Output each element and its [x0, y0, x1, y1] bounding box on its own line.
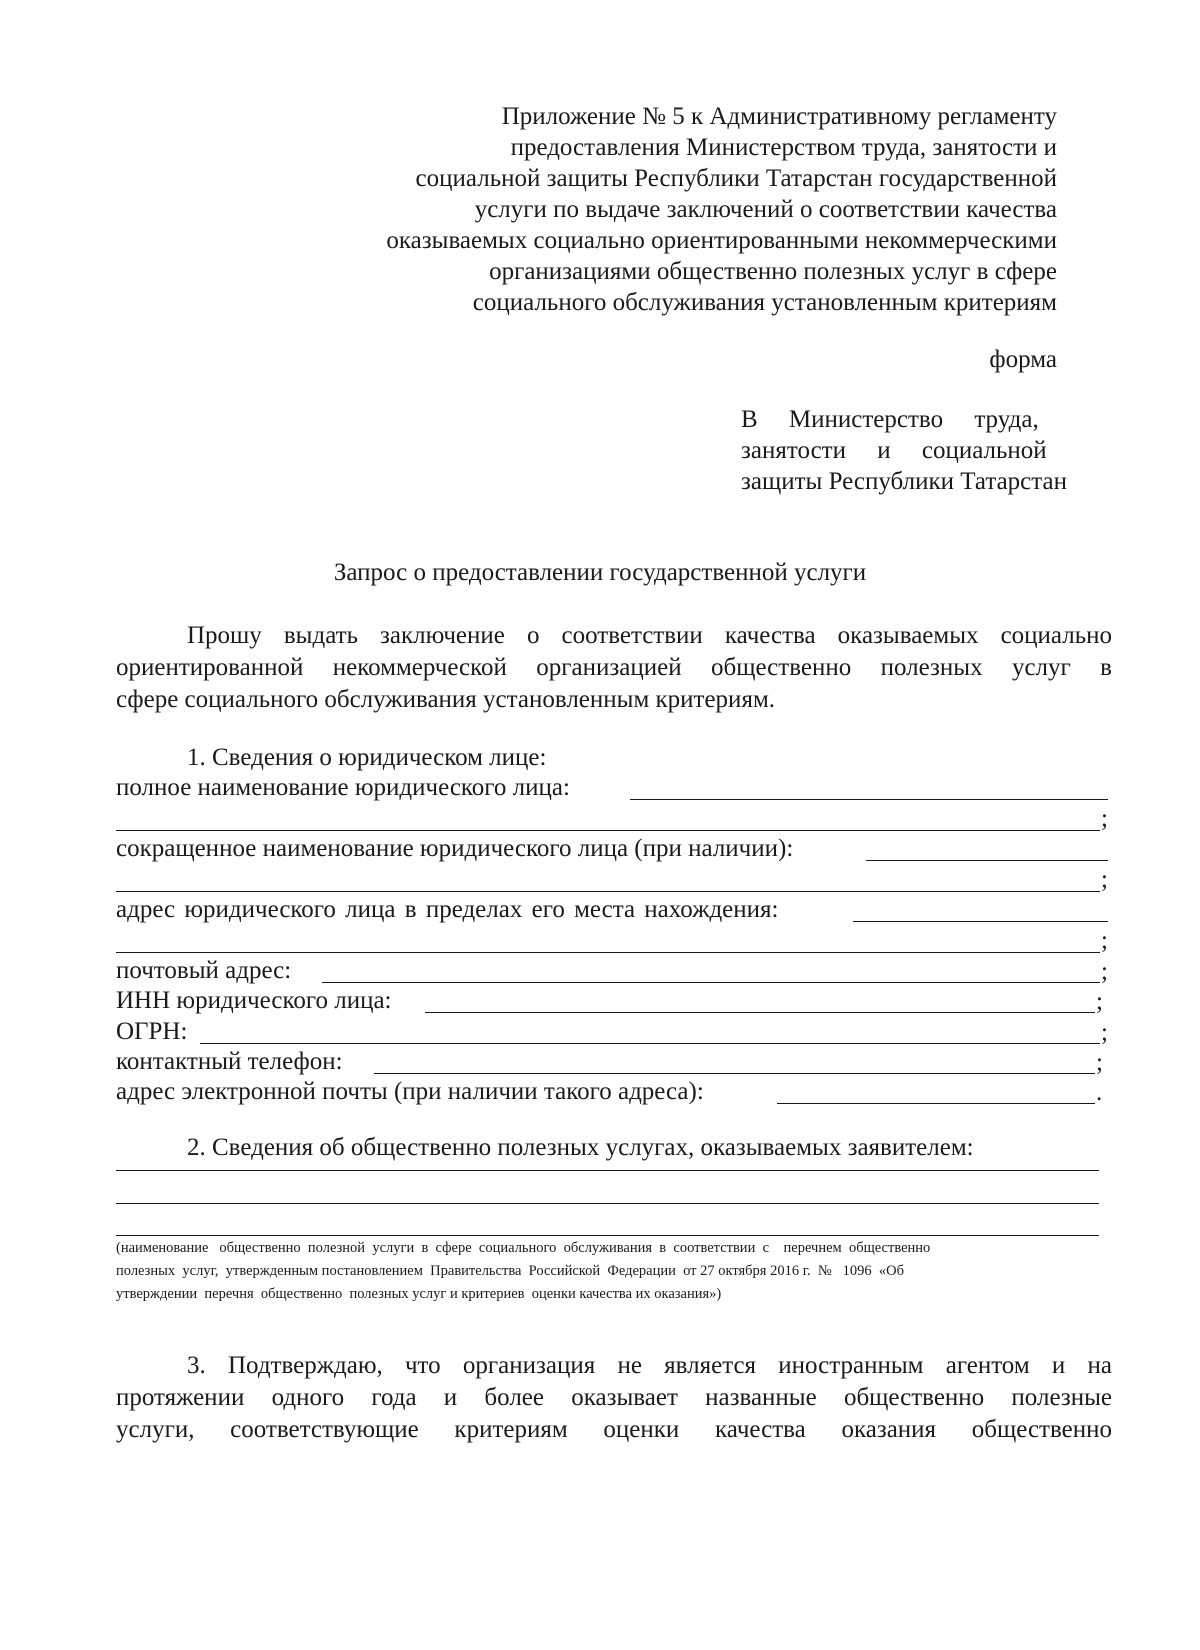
phone-semicolon: ;: [1096, 1049, 1103, 1076]
services-note-line-1: (наименование общественно полезной услуги в сфере социального обслуживания в соответствии с перечнем общественно: [116, 1240, 931, 1256]
address-semicolon: ;: [1101, 927, 1108, 954]
document-title: Запрос о предоставлении государственной услуги: [333, 559, 867, 586]
inn-label: ИНН юридического лица:: [116, 987, 392, 1014]
full-name-semicolon: ;: [1101, 805, 1108, 832]
addressee-line-1: В Министерство труда,: [741, 406, 1039, 433]
section3-line-1: 3. Подтверждаю, что организация не является иностранным агентом и на: [187, 1352, 1112, 1379]
short-name-field-cont[interactable]: [116, 891, 1100, 892]
full-name-label: полное наименование юридического лица:: [116, 774, 570, 801]
header-line-3: социальной защиты Республики Татарстан государственной: [415, 165, 1057, 192]
header-line-4: услуги по выдаче заключений о соответствии качества: [474, 196, 1057, 223]
short-name-semicolon: ;: [1101, 866, 1108, 893]
addressee-line-3: защиты Республики Татарстан: [741, 468, 1067, 495]
services-field-2[interactable]: [116, 1203, 1099, 1204]
phone-field[interactable]: [374, 1073, 1095, 1074]
full-name-field[interactable]: [630, 799, 1108, 800]
services-note-line-3: утверждении перечня общественно полезных услуг и критериев оценки качества их оказания»): [116, 1286, 722, 1302]
short-name-label: сокращенное наименование юридического лица (при наличии):: [116, 835, 794, 862]
postal-field[interactable]: [322, 982, 1100, 983]
inn-semicolon: ;: [1096, 988, 1103, 1015]
phone-label: контактный телефон:: [116, 1048, 343, 1075]
header-line-5: оказываемых социально ориентированными некоммерческими: [386, 227, 1057, 254]
ogrn-semicolon: ;: [1101, 1019, 1108, 1046]
header-line-1: Приложение № 5 к Административному регламенту: [501, 103, 1057, 130]
section2-heading: 2. Сведения об общественно полезных услугах, оказываемых заявителем:: [187, 1134, 974, 1161]
section3-line-2: протяжении одного года и более оказывает названные общественно полезные: [116, 1384, 1112, 1411]
services-field-1[interactable]: [116, 1170, 1099, 1171]
intro-line-2: ориентированной некоммерческой организацией общественно полезных услуг в: [116, 654, 1112, 681]
services-field-3[interactable]: [116, 1235, 1099, 1236]
header-line-2: предоставления Министерством труда, занятости и: [510, 134, 1057, 161]
header-line-6: организациями общественно полезных услуг в сфере: [489, 258, 1057, 285]
email-period: .: [1096, 1079, 1103, 1106]
services-note-line-2: полезных услуг, утвержденным постановлением Правительства Российской Федерации от 27 октября 2016 г. № 1096 «Об: [116, 1263, 904, 1279]
section3-line-3: услуги, соответствующие критериям оценки качества оказания общественно: [116, 1416, 1112, 1443]
address-label: адрес юридического лица в пределах его места нахождения:: [116, 896, 779, 923]
addressee-line-2: занятости и социальной: [741, 437, 1047, 464]
full-name-field-cont[interactable]: [116, 830, 1100, 831]
form-label: форма: [989, 346, 1057, 373]
header-line-7: социального обслуживания установленным критериям: [472, 289, 1057, 316]
ogrn-field[interactable]: [200, 1043, 1100, 1044]
email-label: адрес электронной почты (при наличии такого адреса):: [116, 1078, 704, 1105]
email-field[interactable]: [777, 1103, 1095, 1104]
ogrn-label: ОГРН:: [116, 1018, 188, 1045]
section1-heading: 1. Сведения о юридическом лице:: [187, 744, 547, 771]
intro-line-1: Прошу выдать заключение о соответствии качества оказываемых социально: [187, 622, 1112, 649]
inn-field[interactable]: [425, 1012, 1095, 1013]
intro-line-3: сфере социального обслуживания установленным критериям.: [116, 686, 776, 713]
postal-label: почтовый адрес:: [116, 957, 292, 984]
short-name-field[interactable]: [866, 860, 1108, 861]
postal-semicolon: ;: [1101, 958, 1108, 985]
address-field[interactable]: [853, 921, 1108, 922]
address-field-cont[interactable]: [116, 952, 1100, 953]
